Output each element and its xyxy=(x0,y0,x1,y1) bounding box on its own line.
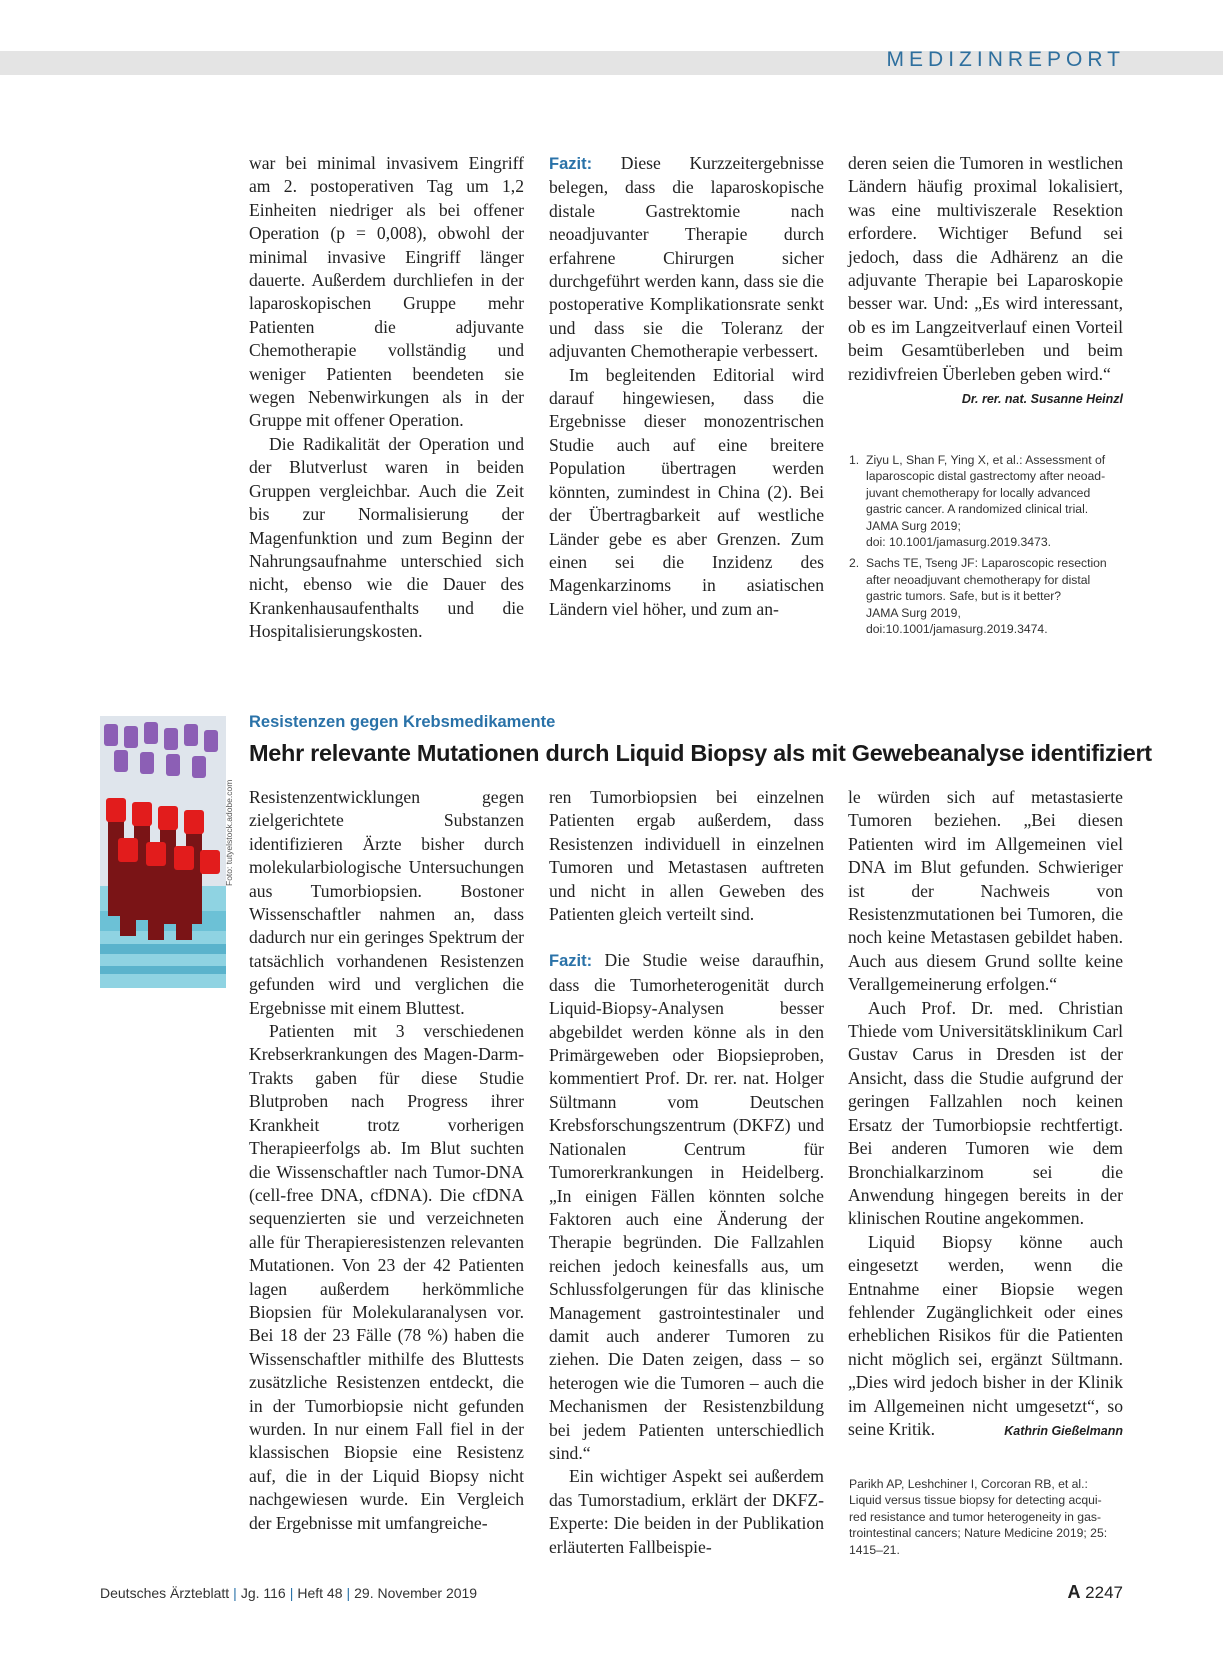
paragraph: Die Radikalität der Operation und der Blutverlust waren in beiden Gruppen vergleichbar. Auch die Zeit bis zur Normalisierung der Magenfunktion und zum Beginn der Nahrungsaufnahme unterschied sich nicht, ebenso wie die Dauer des Krankenhausaufenthalts und die Hospitalisierungskosten. xyxy=(249,433,524,642)
reference-item: 2. Sachs TE, Tseng JF: Laparoscopic resection after neoadjuvant chemotherapy for distal gastric tumors. Safe, but is it better? JAMA Surg 2019, doi:10.1001/jamasurg.2019.3474. xyxy=(849,556,1107,637)
paragraph: Liquid Biopsy könne auch eingesetzt werden, wenn die Entnahme einer Biopsie wegen fehlender Zugänglichkeit oder eines erheblichen Risikos für die Patienten nicht möglich sei, ergänzt Sültmann. „Dies wird jedoch bisher in der Klinik im Allgemeinen nicht umgesetzt“, so seine Kritik. Kathrin Gießelmann xyxy=(848,1231,1123,1442)
article-headline: Mehr relevante Mutationen durch Liquid Biopsy als mit Gewebeanalyse identifiziert xyxy=(249,740,1152,766)
paragraph: Patienten mit 3 verschiedenen Krebserkrankungen des Magen-Darm-Trakts gaben für diese Studie Blutproben nach Progress ihrer Krankheit trotz vorherigen Therapieerfolgs ab. Im Blut suchten die Wissenschaftler nach Tumor-DNA (cell-free DNA, cfDNA). Die cfDNA sequenzierten sie und verzeichneten alle für Therapieresistenzen relevanten Mutationen. Von 23 der 42 Patienten lagen außerdem herkömmliche Biopsien für Molekularanalysen vor. Bei 18 der 23 Fälle (78 %) haben die Wissenschaftler mithilfe des Bluttests zusätzliche Resistenzen entdeckt, die in der Tumorbiopsie nicht gefunden wurden. In nur einem Fall fiel in der klassischen Biopsie eine Resistenz auf, die in der Liquid Biopsy nicht nachgewiesen wurde. Ein Vergleich der Ergebnisse mit umfangreiche- xyxy=(249,1021,524,1533)
photo-credit: Foto: tutyelstock.adobe.com xyxy=(224,779,234,886)
paragraph: Ein wichtiger Aspekt sei außerdem das Tumorstadium, erklärt der DKFZ-Experte: Die beiden in der Publikation erläuterten Fallbeispie- xyxy=(549,1466,824,1557)
article2-column-3 xyxy=(848,786,1123,1443)
article-kicker: Resistenzen gegen Krebsmedikamente xyxy=(249,713,556,731)
paragraph: Auch Prof. Dr. med. Christian Thiede vom Universitätsklinikum Carl Gustav Carus in Dresden ist der Ansicht, dass die Studie aufgrund der geringen Fallzahlen noch keinen Ersatz der Tumorbiopsie rechtfertigt. Bei anderen Tumoren wie dem Bronchialkarzinom sei die Anwendung hingegen bereits in der klinischen Routine angekommen. xyxy=(848,997,1123,1229)
footer xyxy=(100,1585,477,1601)
page-prefix: A xyxy=(1067,1582,1081,1602)
fazit-label: Fazit: xyxy=(549,155,593,173)
article2-column-2 xyxy=(549,786,824,1559)
blood-tubes-photo xyxy=(100,716,226,988)
paragraph: deren seien die Tumoren in westlichen Ländern häufig proximal lokalisiert, was eine multiviszerale Resektion erfordere. Wichtiger Befund sei jedoch, dass die Adhärenz an die adjuvante Therapie bei Laparoskopie besser war. Und: „Es wird interessant, ob es im Langzeitverlauf einen Vorteil beim Gesamtüberleben und beim rezidivfreien Überleben geben wird.“ Dr. rer. nat. Susanne Heinzl xyxy=(848,152,1123,386)
journal-name: Deutsches Ärzteblatt xyxy=(100,1585,230,1601)
paragraph: war bei minimal invasivem Eingriff am 2. postoperativen Tag um 1,2 Einheiten niedriger als bei offener Operation (p = 0,008), obwohl der minimal invasive Eingriff länger dauerte. Außerdem durchliefen in der laparoskopischen Gruppe mehr Patienten die adjuvante Chemotherapie vollständig und weniger Patienten beendeten sie wegen Nebenwirkungen als in der Gruppe mit offener Operation. xyxy=(249,153,524,431)
paragraph: Fazit: Die Studie weise daraufhin, dass die Tumorheterogenität durch Liquid-Biopsy-Analysen besser abgebildet werden könne als in den Primärgeweben oder Biopsieproben, kommentiert Prof. Dr. rer. nat. Holger Sültmann vom Deutschen Krebsforschungszentrum (DKFZ) und Nationalen Centrum für Tumorerkrankungen in Heidelberg. „In einigen Fällen könnten solche Faktoren auch eine Änderung der Therapie begründen. Die Fallzahlen reichen jedoch keinesfalls aus, um Schlussfolgerungen für das klinische Management gastrointestinaler und damit auch anderer Tumoren zu ziehen. Die Daten zeigen, dass – so heterogen wie die Tumoren – auch die Mechanismen der Resistenzbildung bei jedem Patienten unterschiedlich sind.“ xyxy=(549,950,824,1463)
article1-column-1 xyxy=(249,152,524,644)
separator: | xyxy=(289,1585,294,1601)
author-signature: Kathrin Gießelmann xyxy=(1004,1423,1123,1438)
paragraph: Im begleitenden Editorial wird darauf hingewiesen, dass die Ergebnisse dieser monozentrischen Studie auch auf eine breitere Population übertragen werden könnten, zumindest in China (2). Bei der Übertragbarkeit auf westliche Länder gebe es aber Grenzen. Zum einen sei die Inzidenz des Magenkarzinoms in asiatischen Ländern viel höher, und zum an- xyxy=(549,364,824,619)
separator: | xyxy=(346,1585,351,1601)
paragraph: Fazit: Diese Kurzzeitergebnisse belegen, dass die laparoskopische distale Gastrektomie nach neoadjuvanter Therapie durch erfahrene Chirurgen sicher durchgeführt werden kann, dass sie die postoperative Komplikationsrate senkt und dass sie die Toleranz der adjuvanten Chemotherapie verbessert. xyxy=(549,153,824,362)
fazit-label: Fazit: xyxy=(549,952,593,971)
issue-date: 29. November 2019 xyxy=(354,1585,478,1601)
volume: Jg. 116 xyxy=(240,1585,286,1601)
article1-column-3 xyxy=(848,152,1123,411)
blood-tubes-illustration xyxy=(100,716,226,988)
reference-item: 1. Ziyu L, Shan F, Ying X, et al.: Assessment of laparoscopic distal gastrectomy after neoad- juvant chemotherapy for locally advanced gastric cancer. A randomized clinical trial. JAMA Surg 2019; doi: 10.1001/jamasurg.2019.3473. xyxy=(849,453,1106,550)
page-number: A 2247 xyxy=(1067,1582,1123,1602)
paragraph: Resistenzentwicklungen gegen zielgerichtete Substanzen identifizieren Ärzte bisher durch molekularbiologische Untersuchungen aus Tumorbiopsien. Bostoner Wissenschaftler nahmen an, dass dadurch nur ein geringes Spektrum der tatsächlich vorhandenen Resistenzen gefunden wird und verglichen die Ergebnisse mit einem Bluttest. xyxy=(249,787,524,1018)
paragraph: ren Tumorbiopsien bei einzelnen Patienten ergab außerdem, dass Resistenzen individuell in einzelnen Tumoren und Metastasen auftreten und nicht in allen Geweben des Patienten gleich verteilt sind. xyxy=(549,787,824,925)
references-list xyxy=(849,452,1124,642)
article1-column-2 xyxy=(549,152,824,621)
section-label: MEDIZINREPORT xyxy=(886,48,1125,71)
article2-column-1 xyxy=(249,786,524,1535)
issue: Heft 48 xyxy=(297,1585,343,1601)
article2-reference: Parikh AP, Leshchiner I, Corcoran RB, et al.: Liquid versus tissue biopsy for detecting acqui- red resistance and tumor heterogeneity in gas- trointestinal cancers; Nature Medicine 2019; 25: 1415–21. xyxy=(849,1477,1108,1557)
separator: | xyxy=(233,1585,237,1601)
author-signature: Dr. rer. nat. Susanne Heinzl xyxy=(961,392,1123,407)
paragraph: le würden sich auf metastasierte Tumoren beziehen. „Bei diesen Patienten wird im Allgemeinen viel DNA im Blut gefunden. Schwieriger ist der Nachweis von Resistenzmutationen bei Tumoren, die noch keine Metastasen gebildet haben. Auch aus diesem Grund sollte keine Verallgemeinerung erfolgen.“ xyxy=(848,787,1123,995)
